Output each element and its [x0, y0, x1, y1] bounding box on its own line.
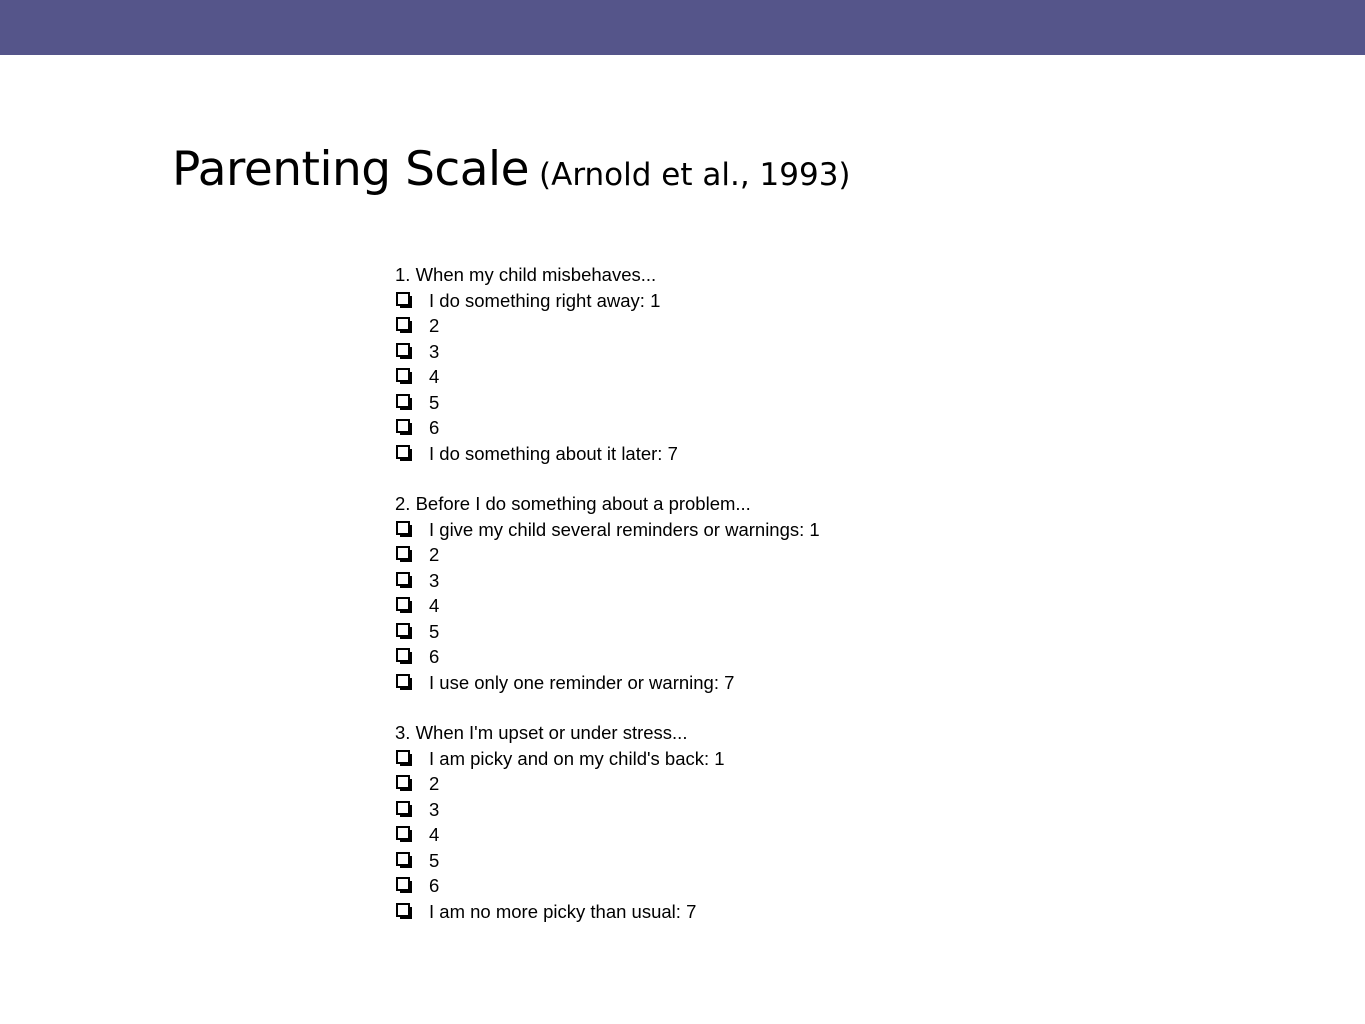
- answer-option-label: 3: [429, 340, 440, 362]
- answer-option-label: 6: [429, 417, 440, 438]
- answer-option-label: I am no more picky than usual: 7: [429, 900, 697, 922]
- answer-option[interactable]: [395, 517, 820, 543]
- answer-option-label: 4: [429, 366, 440, 387]
- checkbox-icon[interactable]: [396, 445, 413, 462]
- answer-option-label: 4: [429, 824, 440, 845]
- answer-option-label: 6: [429, 875, 440, 896]
- answer-option[interactable]: [395, 542, 820, 568]
- answer-option-label: 5: [429, 620, 440, 642]
- answer-option[interactable]: [395, 848, 820, 874]
- checkbox-icon[interactable]: [396, 801, 413, 818]
- answer-option-label: 5: [429, 391, 440, 413]
- checkbox-icon[interactable]: [396, 877, 413, 894]
- question-2: [395, 491, 820, 695]
- question-3: [395, 720, 820, 924]
- answer-option[interactable]: [395, 288, 820, 314]
- answer-option-label: 2: [429, 773, 440, 794]
- checkbox-icon[interactable]: [396, 292, 413, 309]
- checkbox-icon[interactable]: [396, 623, 413, 640]
- answer-option-label: 3: [429, 569, 440, 591]
- answer-option[interactable]: [395, 899, 820, 925]
- answer-option-label: 6: [429, 646, 440, 667]
- answer-option-label: 5: [429, 849, 440, 871]
- title-citation: (Arnold et al., 1993): [539, 157, 851, 193]
- checkbox-icon[interactable]: [396, 419, 413, 436]
- answer-option-label: 3: [429, 798, 440, 820]
- answer-option[interactable]: [395, 822, 820, 848]
- answer-option-label: I do something right away: 1: [429, 289, 661, 311]
- answer-option-label: I do something about it later: 7: [429, 442, 678, 464]
- checkbox-icon[interactable]: [396, 903, 413, 920]
- questionnaire: [395, 262, 820, 949]
- title-main: Parenting Scale: [172, 142, 530, 197]
- checkbox-icon[interactable]: [396, 674, 413, 691]
- checkbox-icon[interactable]: [396, 852, 413, 869]
- checkbox-icon[interactable]: [396, 343, 413, 360]
- question-prompt: 3. When I'm upset or under stress...: [395, 722, 688, 743]
- answer-option[interactable]: [395, 670, 820, 696]
- checkbox-icon[interactable]: [396, 546, 413, 563]
- answer-option[interactable]: [395, 339, 820, 365]
- answer-option[interactable]: [395, 771, 820, 797]
- checkbox-icon[interactable]: [396, 648, 413, 665]
- answer-option[interactable]: [395, 797, 820, 823]
- answer-option-label: I give my child several reminders or warnings: 1: [429, 518, 820, 540]
- checkbox-icon[interactable]: [396, 394, 413, 411]
- answer-option[interactable]: [395, 619, 820, 645]
- answer-option-label: 2: [429, 544, 440, 565]
- answer-option-label: 4: [429, 595, 440, 616]
- slide-title: [172, 142, 851, 197]
- answer-option[interactable]: [395, 390, 820, 416]
- checkbox-icon[interactable]: [396, 368, 413, 385]
- answer-option[interactable]: [395, 364, 820, 390]
- answer-option[interactable]: [395, 746, 820, 772]
- question-1: [395, 262, 820, 466]
- answer-option-label: I use only one reminder or warning: 7: [429, 671, 735, 693]
- answer-option[interactable]: [395, 568, 820, 594]
- checkbox-icon[interactable]: [396, 572, 413, 589]
- checkbox-icon[interactable]: [396, 750, 413, 767]
- checkbox-icon[interactable]: [396, 521, 413, 538]
- answer-option[interactable]: [395, 593, 820, 619]
- checkbox-icon[interactable]: [396, 317, 413, 334]
- checkbox-icon[interactable]: [396, 826, 413, 843]
- answer-option[interactable]: [395, 873, 820, 899]
- question-prompt: 1. When my child misbehaves...: [395, 264, 657, 285]
- answer-option-label: I am picky and on my child's back: 1: [429, 747, 725, 769]
- question-prompt: 2. Before I do something about a problem...: [395, 493, 751, 514]
- checkbox-icon[interactable]: [396, 597, 413, 614]
- answer-option-label: 2: [429, 315, 440, 336]
- answer-option[interactable]: [395, 313, 820, 339]
- checkbox-icon[interactable]: [396, 775, 413, 792]
- answer-option[interactable]: [395, 415, 820, 441]
- answer-option[interactable]: [395, 441, 820, 467]
- top-accent-bar: [0, 0, 1365, 55]
- answer-option[interactable]: [395, 644, 820, 670]
